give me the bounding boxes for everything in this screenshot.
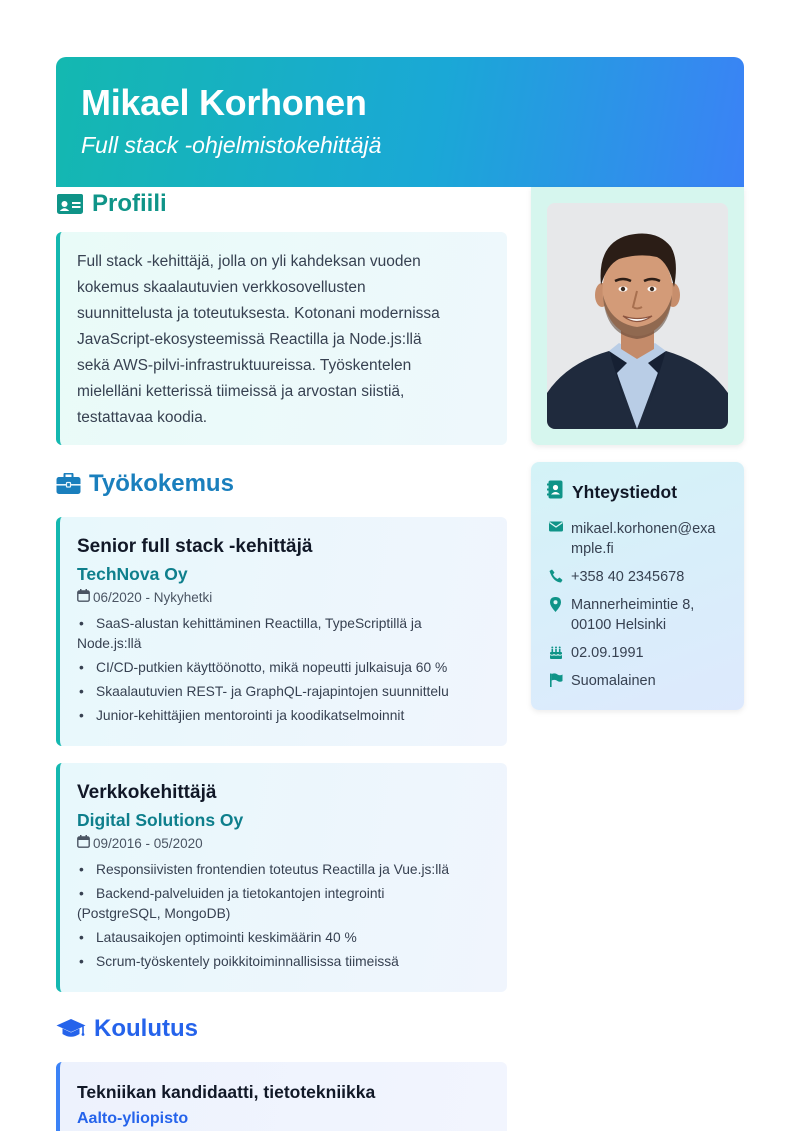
list-item: • Junior-kehittäjien mentorointi ja koodikatselmoinnit	[79, 707, 405, 723]
degree-title: Tekniikan kandidaatti, tietotekniikka	[77, 1082, 376, 1102]
flag-icon	[547, 671, 564, 687]
graduation-cap-icon	[56, 1018, 86, 1040]
list-item: • Backend-palveluiden ja tietokantojen integrointi (PostgreSQL, MongoDB)	[77, 886, 385, 921]
address-book-icon	[547, 480, 564, 504]
contact-address: Mannerheimintie 8, 00100 Helsinki	[547, 595, 728, 635]
photo-frame	[531, 187, 744, 445]
contact-phone[interactable]: +358 40 2345678	[547, 567, 728, 587]
birthday-cake-icon	[547, 643, 564, 659]
experience-heading: Työkokemus	[56, 469, 234, 499]
job-bullets	[77, 860, 491, 971]
school-name: Aalto-yliopisto	[77, 1110, 189, 1127]
contact-email[interactable]: mikael.korhonen@exa mple.fi	[547, 519, 728, 559]
briefcase-icon	[56, 473, 81, 495]
contact-nationality: Suomalainen	[547, 671, 728, 691]
id-card-icon	[56, 193, 84, 215]
job-company: Digital Solutions Oy	[77, 810, 244, 830]
list-item: • Scrum-työskentely poikkitoiminnallisissa tiimeissä	[79, 953, 399, 969]
map-pin-icon	[547, 595, 564, 612]
person-title: Full stack -ohjelmistokehittäjä	[81, 132, 382, 158]
education-heading: Koulutus	[56, 1014, 198, 1044]
education-card	[56, 1062, 507, 1131]
profile-photo	[547, 203, 728, 429]
envelope-icon	[547, 519, 564, 532]
list-item: • Responsiivisten frontendien toteutus Reactilla ja Vue.js:llä	[79, 862, 450, 877]
calendar-icon	[77, 835, 90, 853]
contact-heading: Yhteystiedot	[547, 480, 728, 504]
calendar-icon	[77, 589, 90, 607]
job-card	[56, 517, 507, 746]
job-company: TechNova Oy	[77, 564, 188, 584]
job-card	[56, 763, 507, 992]
list-item: • Skaalautuvien REST- ja GraphQL-rajapintojen suunnittelu	[79, 683, 449, 699]
job-title: Senior full stack -kehittäjä	[77, 536, 313, 557]
job-dates: 06/2020 - Nykyhetki	[77, 589, 491, 607]
cv-header	[56, 57, 744, 187]
list-item: • SaaS-alustan kehittäminen Reactilla, TypeScriptillä ja Node.js:llä	[77, 616, 422, 651]
list-item: • Latausaikojen optimointi keskimäärin 40 %	[79, 929, 357, 945]
contact-card	[531, 462, 744, 710]
job-dates: 09/2016 - 05/2020	[77, 835, 491, 853]
job-bullets	[77, 614, 491, 725]
job-title: Verkkokehittäjä	[77, 782, 217, 803]
list-item: • CI/CD-putkien käyttöönotto, mikä nopeutti julkaisuja 60 %	[79, 659, 448, 675]
profile-card	[56, 232, 507, 445]
phone-icon	[547, 567, 564, 583]
person-name: Mikael Korhonen	[81, 82, 367, 123]
contact-birthdate: 02.09.1991	[547, 643, 728, 663]
profile-text: Full stack -kehittäjä, jolla on yli kahdeksan vuoden kokemus skaalautuvien verkkosovellusten suunnittelusta ja toteutuksesta. Kotonani modernissa JavaScript-ekosysteemissä Reactilla ja Node.js:llä sekä AWS-pilvi-infrastruktuureissa. Työskentelen mielelläni ketterissä tiimeissä ja arvostan siistiä, testattavaa koodia.	[77, 253, 440, 426]
profile-heading: Profiili	[56, 189, 167, 219]
